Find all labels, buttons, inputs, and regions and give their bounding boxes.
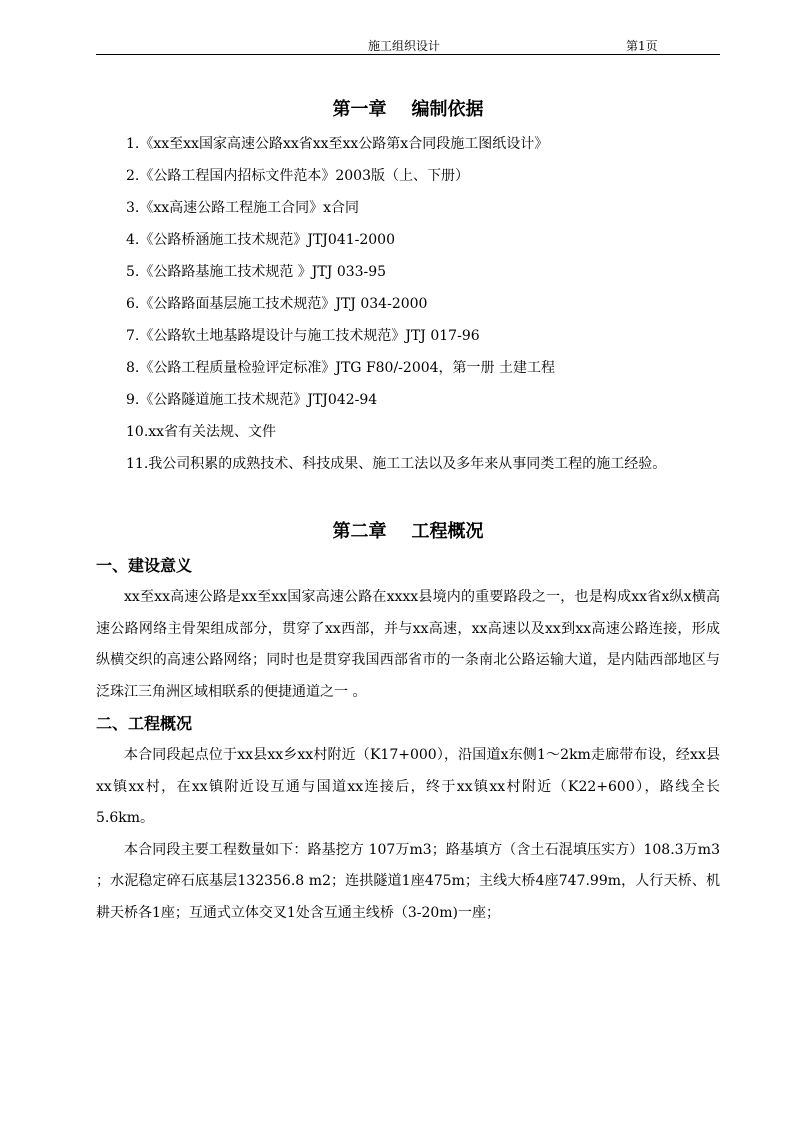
- basis-item: 4.《公路桥涵施工技术规范》JTJ041-2000: [126, 232, 396, 248]
- header-page-number: 第1页: [626, 39, 658, 53]
- page-header: [96, 36, 720, 55]
- basis-item: 10.xx省有关法规、文件: [126, 424, 277, 440]
- section-heading-overview: 二、工程概况: [96, 714, 193, 733]
- chapter-2-title: 第二章 工程概况: [332, 521, 484, 542]
- basis-item: 2.《公路工程国内招标文件范本》2003版（上、下册）: [126, 168, 469, 184]
- section-heading-significance: 一、建设意义: [96, 556, 193, 575]
- paragraph-significance: xx至xx高速公路是xx至xx国家高速公路在xxxx县境内的重要路段之一，也是构成xx省x纵x横高速公路网络主骨架组成部分，贯穿了xx西部，并与xx高速，xx高速以及xx到xx高速公路连接，形成纵横交织的高速公路网络；同时也是贯穿我国西部省市的一条南北公路运输大道，是内陆西部地区与泛珠江三角洲区域相联系的便捷通道之一 。: [96, 589, 720, 700]
- basis-item: 1.《xx至xx国家高速公路xx省xx至xx公路第x合同段施工图纸设计》: [126, 136, 549, 152]
- chapter-spacer: [96, 480, 720, 514]
- basis-item: 11.我公司积累的成熟技术、科技成果、施工工法以及多年来从事同类工程的施工经验。: [126, 456, 667, 472]
- basis-item: 6.《公路路面基层施工技术规范》JTJ 034-2000: [126, 296, 428, 312]
- basis-item: 8.《公路工程质量检验评定标准》JTG F80/-2004，第一册 土建工程: [126, 360, 555, 376]
- basis-item: 5.《公路路基施工技术规范 》JTJ 033-95: [126, 264, 387, 280]
- header-doc-title: 施工组织设计: [368, 39, 441, 53]
- paragraph-overview-quantities: 本合同段主要工程数量如下：路基挖方 107万m3；路基填方（含土石混填压实方）108.3万m3 ；水泥稳定碎石底基层132356.8 m2；连拱隧道1座475m；主线大桥4座747.99m，人行天桥、机耕天桥各1座；互通式立体交叉1处含互通主线桥（3-20m)一座；: [96, 841, 720, 921]
- basis-item: 9.《公路隧道施工技术规范》JTJ042-94: [126, 392, 378, 408]
- document-body: [96, 92, 720, 929]
- paragraph-overview-location: 本合同段起点位于xx县xx乡xx村附近（K17+000），沿国道x东侧1～2km走廊带布设，经xx县xx镇xx村，在xx镇附近设互通与国道xx连接后，终于xx镇xx村附近（K22+600），路线全长5.6km。: [96, 747, 720, 826]
- basis-item: 7.《公路软土地基路堤设计与施工技术规范》JTJ 017-96: [126, 328, 480, 344]
- basis-item: 3.《xx高速公路工程施工合同》x合同: [126, 200, 360, 216]
- chapter-1-title: 第一章 编制依据: [332, 99, 484, 120]
